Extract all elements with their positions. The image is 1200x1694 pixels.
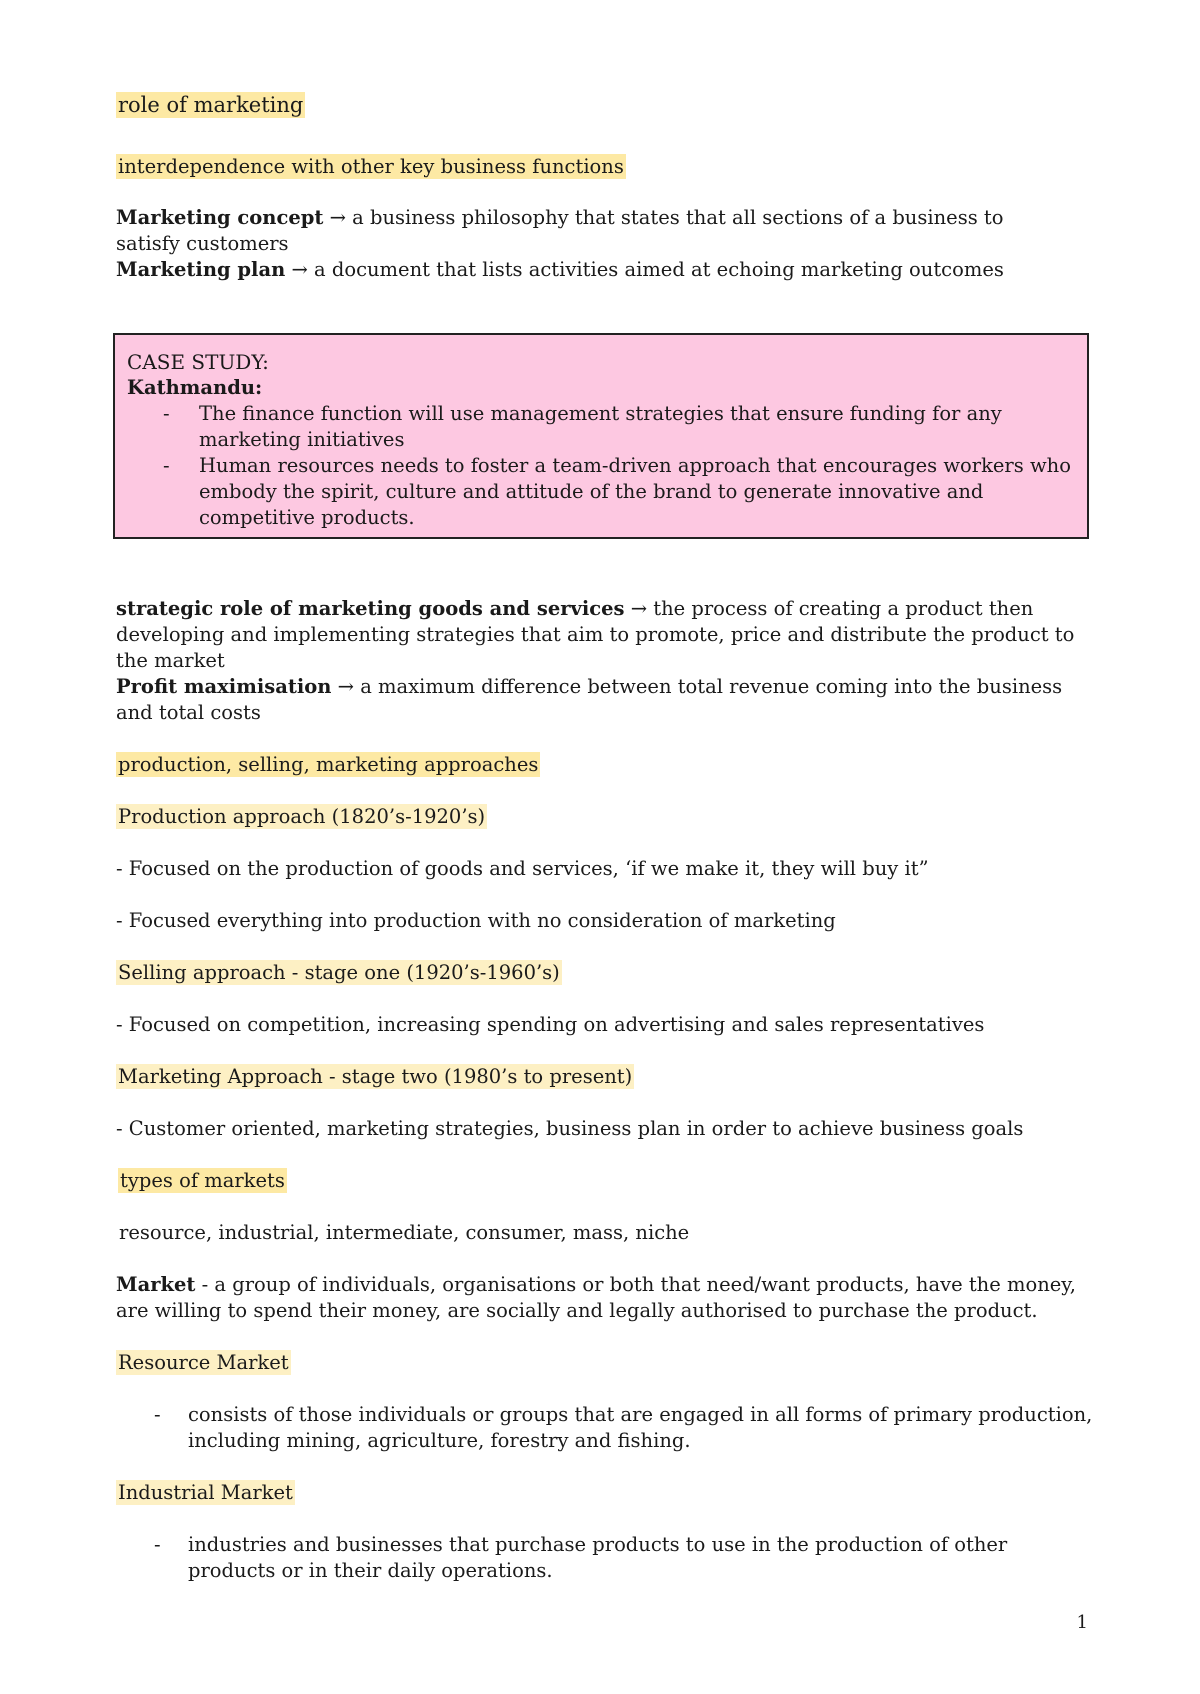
heading-marketing-approach: Marketing Approach - stage two (1980’s to present)	[118, 1065, 633, 1088]
heading-interdependence: interdependence with other key business functions	[118, 155, 624, 178]
production-point-1: - Focused on the production of goods and services, ‘if we make it, they will buy it”	[116, 857, 929, 880]
list-item: - The finance function will use management strategies that ensure funding for any marketing initiatives	[127, 401, 1075, 453]
list-item: - consists of those individuals or groups that are engaged in all forms of primary production, including mining, agriculture, forestry and fishing.	[116, 1402, 1096, 1454]
heading-types-of-markets: types of markets	[120, 1169, 285, 1192]
resource-market-list	[116, 1402, 1096, 1454]
market-definition: Market - a group of individuals, organisations or both that need/want products, have the money, are willing to spend their money, are socially and legally authorised to purchase the product.	[116, 1273, 1076, 1322]
heading-role-of-marketing: role of marketing	[118, 93, 304, 117]
case-study-title: CASE STUDY:	[127, 350, 269, 374]
case-study-subject: Kathmandu:	[127, 376, 263, 399]
heading-selling-approach: Selling approach - stage one (1920’s-1960’s)	[118, 961, 560, 984]
strategic-role-definition: strategic role of marketing goods and services → the process of creating a product then developing and implementing strategies that aim to promote, price and distribute the product to the market	[116, 597, 1075, 672]
heading-resource-market: Resource Market	[118, 1351, 289, 1374]
selling-point-1: - Focused on competition, increasing spending on advertising and sales representatives	[116, 1013, 985, 1036]
types-of-markets-list: resource, industrial, intermediate, consumer, mass, niche	[119, 1221, 690, 1244]
list-item: - industries and businesses that purchase products to use in the production of other products or in their daily operations.	[116, 1532, 1096, 1584]
list-item: - Human resources needs to foster a team-driven approach that encourages workers who embody the spirit, culture and attitude of the brand to generate innovative and competitive products.	[127, 453, 1075, 531]
heading-approaches: production, selling, marketing approaches	[118, 753, 539, 776]
heading-production-approach: Production approach (1820’s-1920’s)	[118, 805, 486, 828]
marketing-point-1: - Customer oriented, marketing strategies, business plan in order to achieve business goals	[116, 1117, 1024, 1140]
heading-industrial-market: Industrial Market	[118, 1481, 293, 1504]
case-study-box	[113, 333, 1089, 539]
production-point-2: - Focused everything into production with no consideration of marketing	[116, 909, 836, 932]
marketing-concept-definition: Marketing concept → a business philosophy that states that all sections of a business to satisfy customers Marketing plan → a document that lists activities aimed at echoing marketing outcomes	[116, 206, 1004, 281]
case-study-list	[127, 401, 1075, 531]
profit-maximisation-definition: Profit maximisation → a maximum difference between total revenue coming into the business and total costs	[116, 675, 1063, 724]
industrial-market-list	[116, 1532, 1096, 1584]
page-number: 1	[1076, 1612, 1088, 1633]
